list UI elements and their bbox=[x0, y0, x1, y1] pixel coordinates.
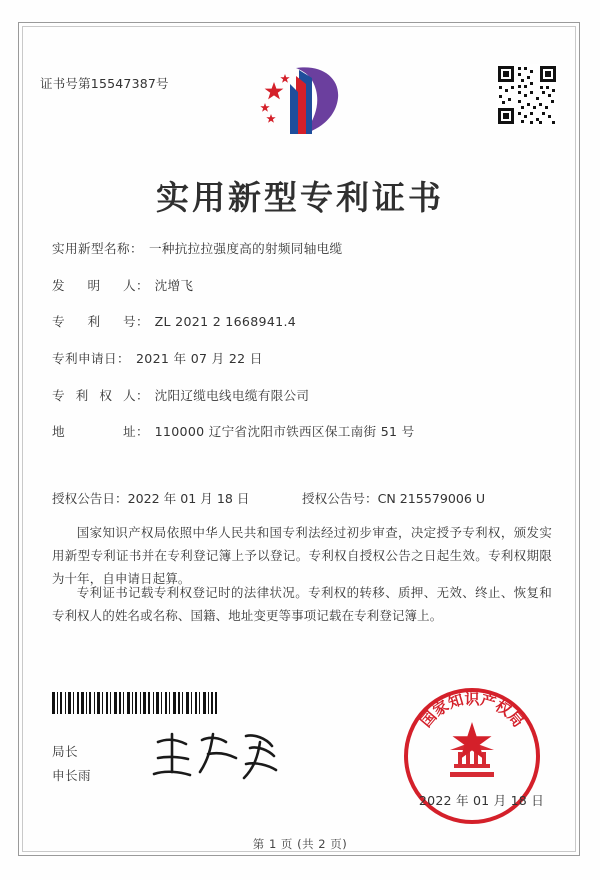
grant-date-value: 2022 年 01 月 18 日 bbox=[127, 491, 250, 506]
field-label-colon: ： bbox=[136, 277, 149, 293]
director-label: 局长 bbox=[52, 744, 78, 759]
paragraph-two bbox=[52, 582, 552, 628]
qr-code-icon bbox=[496, 64, 558, 126]
field-value: 沈阳辽缆电线电缆有限公司 bbox=[154, 387, 310, 403]
field-label: 发明人 bbox=[52, 277, 136, 293]
field-row bbox=[52, 387, 552, 405]
paragraph-one bbox=[52, 522, 552, 591]
field-label-colon: ： bbox=[136, 424, 149, 440]
field-value: 沈增飞 bbox=[154, 277, 194, 293]
field-label: 专利号 bbox=[52, 314, 136, 330]
field-label: 实用新型名称： bbox=[52, 241, 143, 256]
field-row bbox=[52, 240, 552, 258]
publication-row bbox=[52, 488, 552, 507]
paragraph-one-text: 国家知识产权局依照中华人民共和国专利法经过初步审查，决定授予专利权，颁发实用新型专利证书并在专利登记簿上予以登记。专利权自授权公告之日起生效。专利权期限为十年，自申请日起算。 bbox=[52, 525, 552, 586]
field-row bbox=[52, 277, 552, 295]
certificate-number: 证书号第15547387号 bbox=[40, 76, 169, 91]
seal-date: 2022 年 01 月 18 日 bbox=[418, 793, 544, 808]
director-name: 申长雨 bbox=[52, 767, 91, 783]
field-row bbox=[52, 350, 552, 368]
field-label: 专利申请日： bbox=[52, 350, 130, 366]
page-title: 实用新型专利证书 bbox=[156, 178, 444, 217]
field-value: 2021 年 07 月 22 日 bbox=[135, 350, 263, 366]
field-label-colon: ： bbox=[136, 314, 149, 330]
handwritten-signature-icon bbox=[150, 728, 280, 784]
grant-number-value: CN 215579006 U bbox=[377, 491, 486, 506]
paragraph-two-text: 专利证书记载专利权登记时的法律状况。专利权的转移、质押、无效、终止、恢复和专利权人的姓名或名称、国籍、地址变更等事项记载在专利登记簿上。 bbox=[52, 585, 552, 623]
signature-block bbox=[52, 740, 91, 788]
field-label: 地址 bbox=[52, 424, 136, 440]
fields-list bbox=[52, 240, 552, 460]
grant-number-label: 授权公告号： bbox=[302, 491, 378, 506]
field-value: 110000 辽宁省沈阳市铁西区保工南街 51 号 bbox=[154, 424, 415, 440]
field-label-colon: ： bbox=[136, 387, 149, 403]
page-number: 第 1 页 (共 2 页) bbox=[252, 837, 348, 851]
seal-text: 国家知识产权局 bbox=[416, 690, 528, 731]
field-label: 专利权人 bbox=[52, 387, 136, 403]
field-value: ZL 2021 2 1668941.4 bbox=[154, 314, 297, 330]
field-value: 一种抗拉拉强度高的射频同轴电缆 bbox=[148, 241, 343, 256]
grant-date-label: 授权公告日： bbox=[52, 491, 128, 506]
grant-number-group bbox=[302, 488, 485, 507]
patent-office-logo-icon bbox=[252, 62, 348, 140]
field-row bbox=[52, 423, 552, 441]
barcode-icon bbox=[52, 692, 217, 714]
field-row bbox=[52, 313, 552, 331]
grant-date-group bbox=[52, 488, 302, 507]
